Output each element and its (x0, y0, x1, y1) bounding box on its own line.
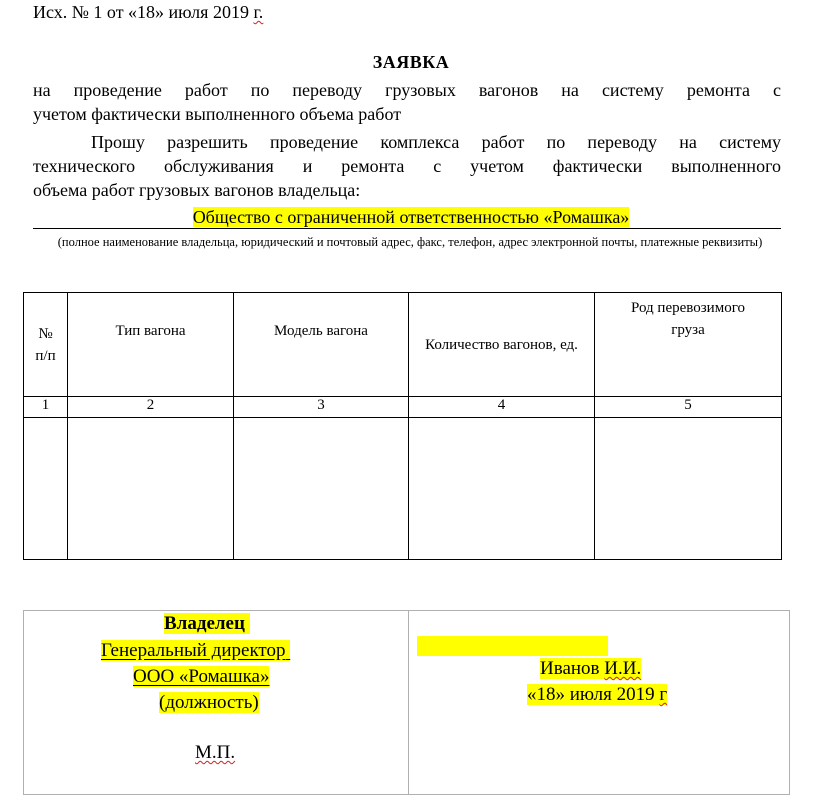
column-number: 5 (595, 397, 782, 418)
document-title: ЗАЯВКА (372, 52, 450, 72)
owner-underline (33, 228, 781, 229)
stamp-text: М.П. (195, 742, 236, 763)
signature-line-placeholder (417, 636, 608, 656)
signatory-initials: И.И. (604, 658, 642, 679)
signature-left-cell (24, 611, 409, 795)
header-cell-count (409, 293, 595, 397)
owner-caption: (полное наименование владельца, юридический и почтовый адрес, факс, телефон, адрес электронной почты, платежные реквизиты) (57, 235, 763, 249)
reference-year-suffix: г. (253, 2, 264, 22)
table-cell[interactable] (409, 418, 595, 560)
position-caption-text: (должность) (159, 692, 259, 713)
column-number-row (24, 397, 782, 418)
table-row (24, 418, 782, 560)
signature-date-text: «18» июля 2019 (527, 684, 660, 705)
wagons-table (23, 292, 782, 560)
column-number: 3 (234, 397, 409, 418)
signatory-surname: Иванов (540, 658, 605, 679)
header-cell-cargo (595, 293, 782, 397)
signature-table (23, 610, 790, 795)
owner-company (133, 664, 269, 690)
reference-text: Исх. № 1 от «18» июля 2019 (33, 2, 254, 22)
signature-right-cell (409, 611, 790, 795)
owner-position-text: Генеральный директор (101, 640, 286, 661)
column-number: 1 (24, 397, 68, 418)
reference-number (33, 2, 263, 23)
header-number-text: № п/п (35, 325, 56, 364)
stamp-placeholder (195, 740, 235, 766)
header-type-text: Тип вагона (115, 322, 186, 339)
signature-date-suffix: г (659, 684, 668, 705)
owner-company-text: ООО «Ромашка» (133, 666, 270, 687)
signatory-name (540, 656, 641, 682)
request-line-3: объема работ грузовых вагонов владельца: (33, 180, 361, 200)
subtitle-line-1: на проведение работ по переводу грузовых вагонов на систему ремонта с (33, 80, 781, 100)
owner-role-label (164, 611, 250, 637)
request-line-2: технического обслуживания и ремонта с учетом фактически выполненного (33, 156, 781, 176)
table-cell[interactable] (234, 418, 409, 560)
table-header-row (24, 293, 782, 397)
header-cell-type (68, 293, 234, 397)
table-cell[interactable] (68, 418, 234, 560)
header-cell-number (24, 293, 68, 397)
table-cell[interactable] (595, 418, 782, 560)
owner-role-text: Владелец (164, 613, 245, 634)
subtitle-line-2: учетом фактически выполненного объема работ (33, 104, 402, 124)
signature-date (527, 682, 667, 708)
header-model-text: Модель вагона (274, 322, 368, 339)
column-number: 2 (68, 397, 234, 418)
request-line-1: Прошу разрешить проведение комплекса работ по переводу на систему (91, 132, 781, 152)
owner-name-text: Общество с ограниченной ответственностью «Ромашка» (192, 207, 630, 227)
header-cell-model (234, 293, 409, 397)
table-cell[interactable] (24, 418, 68, 560)
owner-position (101, 638, 290, 664)
header-cargo-text: Род перевозимого груза (631, 299, 745, 338)
position-caption (159, 690, 259, 716)
column-number: 4 (409, 397, 595, 418)
header-count-text: Количество вагонов, ед. (425, 336, 578, 353)
owner-name (0, 205, 822, 229)
